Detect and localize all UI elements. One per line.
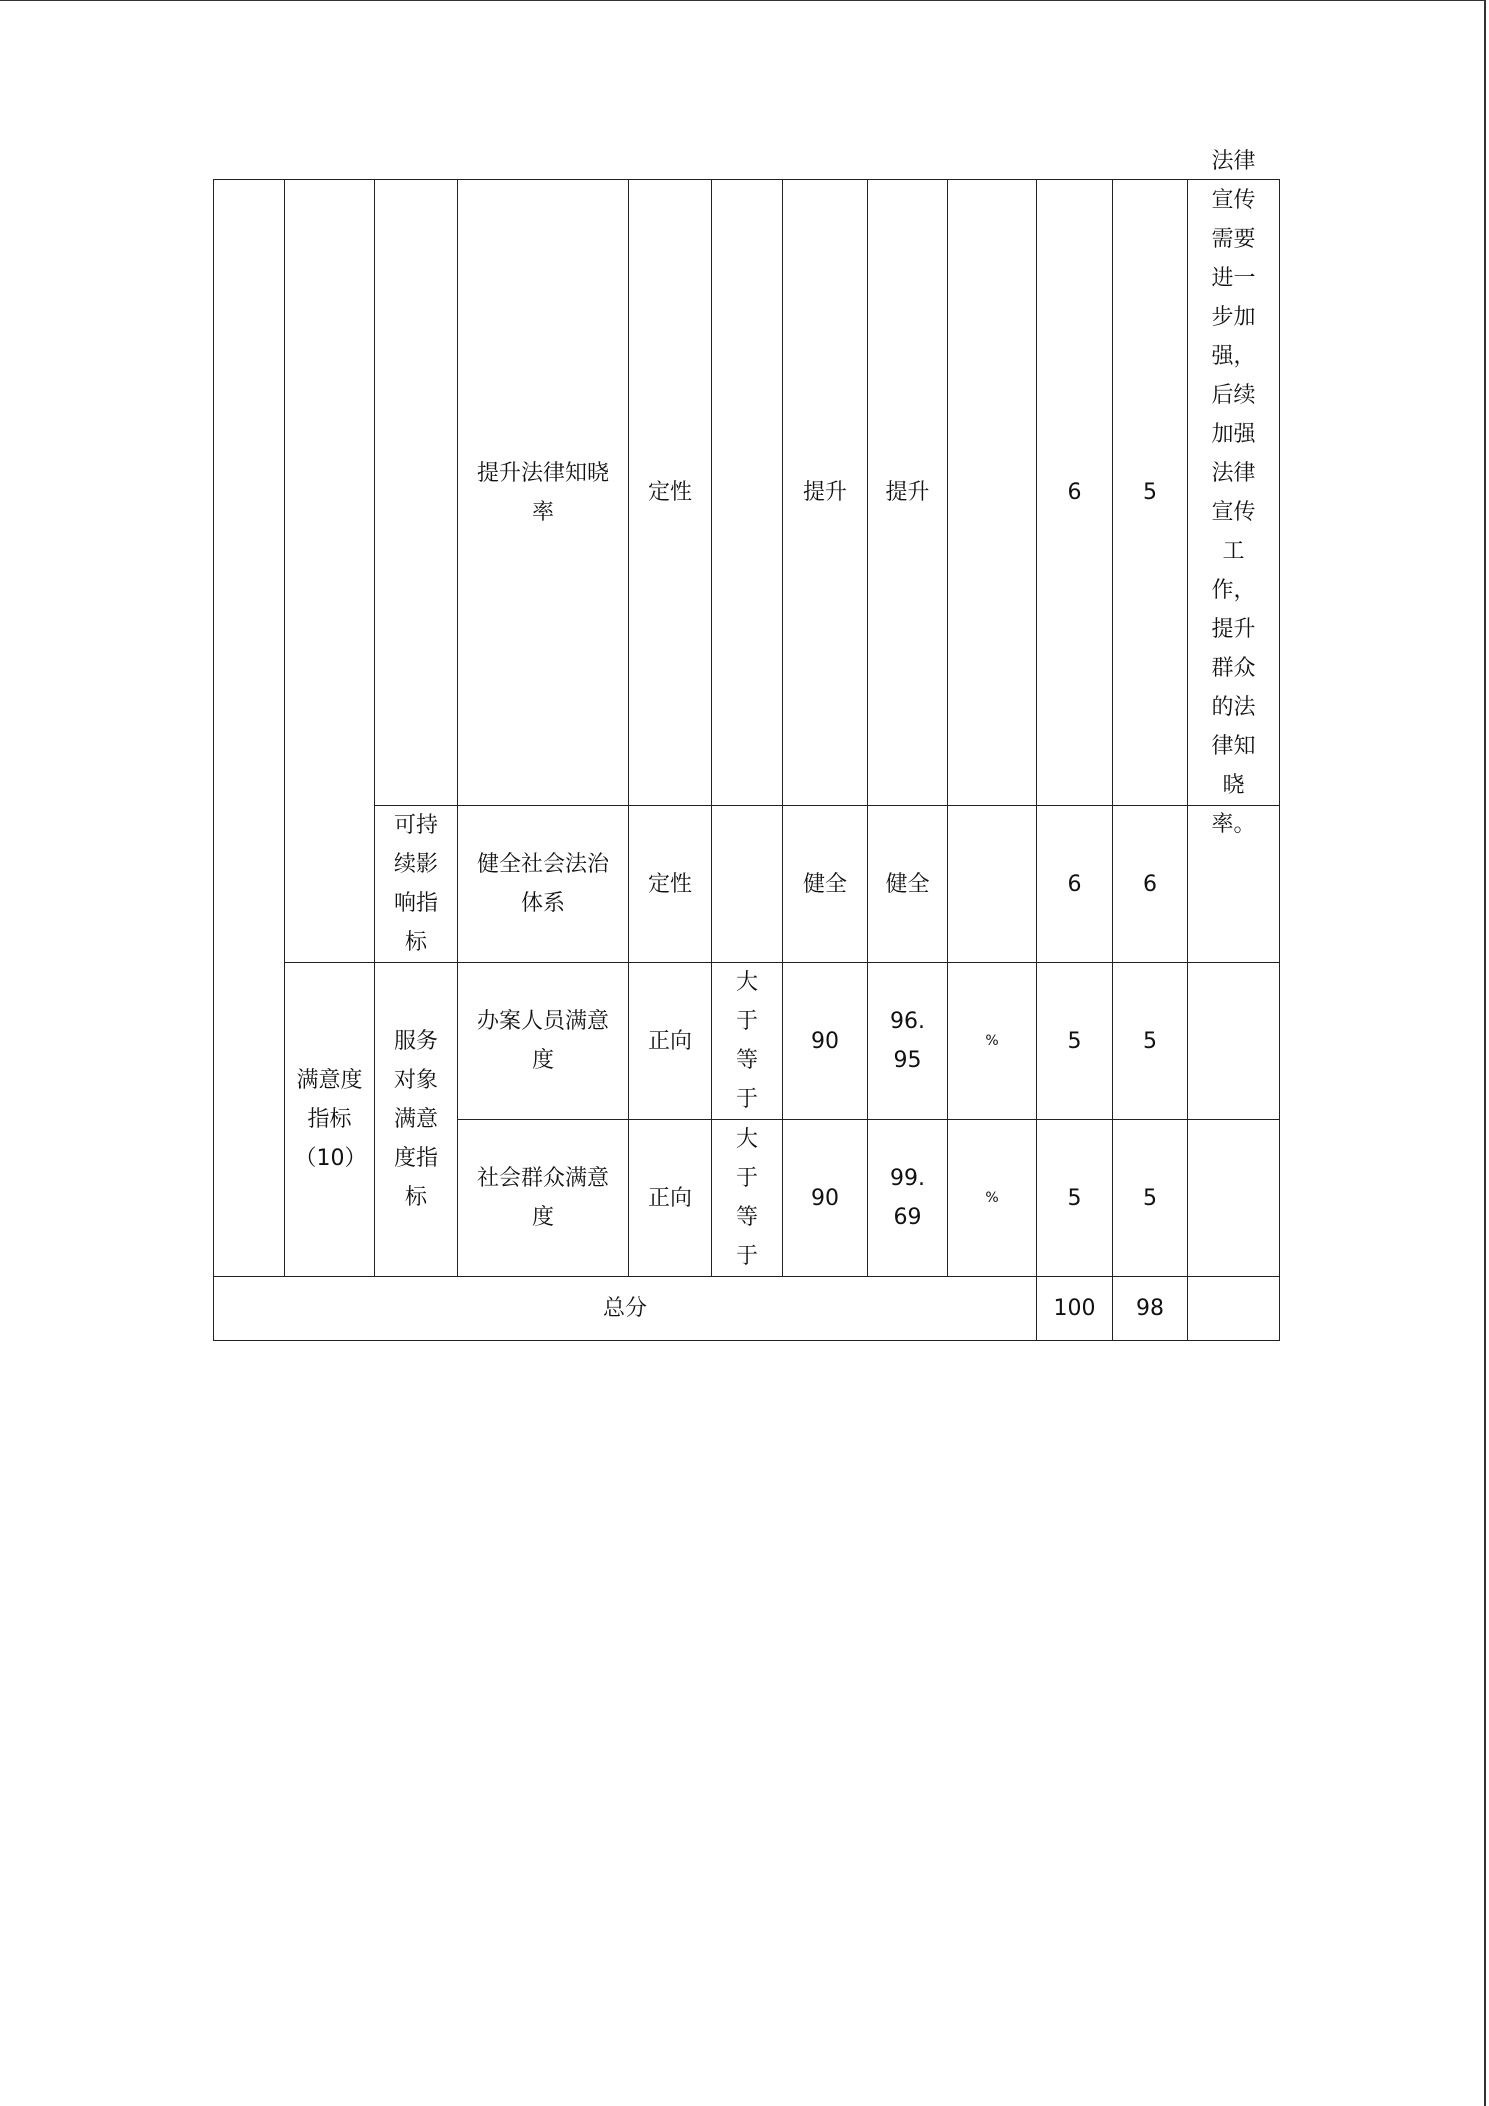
unit-cell [948, 963, 1036, 1119]
target-text: 提升 [802, 480, 847, 505]
operator-text: 大于等于 [735, 970, 758, 1112]
target-cell [783, 180, 867, 805]
weight-text: 6 [1067, 480, 1082, 505]
indicator-text: 社会群众满意度 [476, 1166, 609, 1230]
nature-text: 定性 [647, 871, 692, 897]
score-text: 5 [1143, 1185, 1157, 1211]
nature-text: 定性 [647, 480, 692, 505]
nature-text: 正向 [647, 1185, 692, 1211]
remark-text: 法律宣传需要进一步加强，后续加强法律宣传工作，提升群众的法律知晓率。 [1211, 148, 1256, 837]
nature-text: 正向 [647, 1028, 692, 1054]
target-cell [783, 963, 867, 1119]
table-line [457, 179, 458, 1277]
target-text: 90 [811, 1185, 839, 1211]
sub-category-cell [375, 806, 457, 962]
indicator-text: 提升法律知晓率 [476, 460, 609, 525]
unit-text: % [985, 1189, 999, 1206]
total-score-cell [1113, 1277, 1187, 1340]
operator-text: 大于等于 [735, 1127, 758, 1269]
table-line [1279, 179, 1280, 1341]
remark-cell [1188, 148, 1279, 837]
indicator-cell [460, 806, 626, 962]
score-cell [1113, 963, 1187, 1119]
table-line [213, 179, 214, 1341]
target-text: 90 [811, 1028, 839, 1054]
category-text: 满意度指标（10） [294, 1068, 367, 1171]
weight-cell [1037, 180, 1112, 805]
sub-category-text: 可持续影响指标 [393, 813, 438, 955]
nature-cell [629, 180, 711, 805]
indicator-text: 健全社会法治体系 [476, 852, 609, 916]
total-weight: 100 [1053, 1296, 1096, 1321]
score-text: 5 [1143, 480, 1157, 505]
actual-cell [868, 806, 947, 962]
weight-cell [1037, 963, 1112, 1119]
table-line [213, 1340, 1280, 1341]
weight-text: 6 [1067, 871, 1082, 897]
unit-cell [948, 1120, 1036, 1276]
actual-cell [868, 1120, 947, 1276]
score-cell [1113, 1120, 1187, 1276]
score-cell [1113, 180, 1187, 805]
total-weight-cell [1037, 1277, 1112, 1340]
indicator-text: 办案人员满意度 [476, 1009, 609, 1073]
total-score: 98 [1136, 1296, 1164, 1321]
total-label: 总分 [602, 1296, 647, 1321]
indicator-cell [460, 180, 626, 805]
weight-text: 5 [1067, 1028, 1082, 1054]
nature-cell [629, 963, 711, 1119]
operator-cell [712, 1120, 782, 1276]
score-text: 6 [1143, 871, 1157, 897]
indicator-cell [460, 1120, 626, 1276]
target-cell [783, 1120, 867, 1276]
weight-cell [1037, 806, 1112, 962]
total-label-cell [214, 1277, 1036, 1340]
score-text: 5 [1143, 1028, 1157, 1054]
unit-text: % [985, 1032, 999, 1049]
indicator-cell [460, 963, 626, 1119]
category-cell [285, 963, 374, 1276]
operator-cell [712, 963, 782, 1119]
nature-cell [629, 1120, 711, 1276]
actual-cell [868, 963, 947, 1119]
sub-category-cell [375, 963, 457, 1276]
score-cell [1113, 806, 1187, 962]
weight-cell [1037, 1120, 1112, 1276]
nature-cell [629, 806, 711, 962]
target-cell [783, 806, 867, 962]
actual-text: 提升 [885, 480, 930, 505]
weight-text: 5 [1067, 1185, 1082, 1211]
actual-text: 96.95 [890, 1009, 925, 1073]
actual-text: 健全 [885, 871, 930, 897]
actual-cell [868, 180, 947, 805]
actual-text: 99.69 [890, 1166, 925, 1230]
sub-category-text: 服务对象满意度指标 [393, 1029, 438, 1210]
target-text: 健全 [802, 871, 847, 897]
